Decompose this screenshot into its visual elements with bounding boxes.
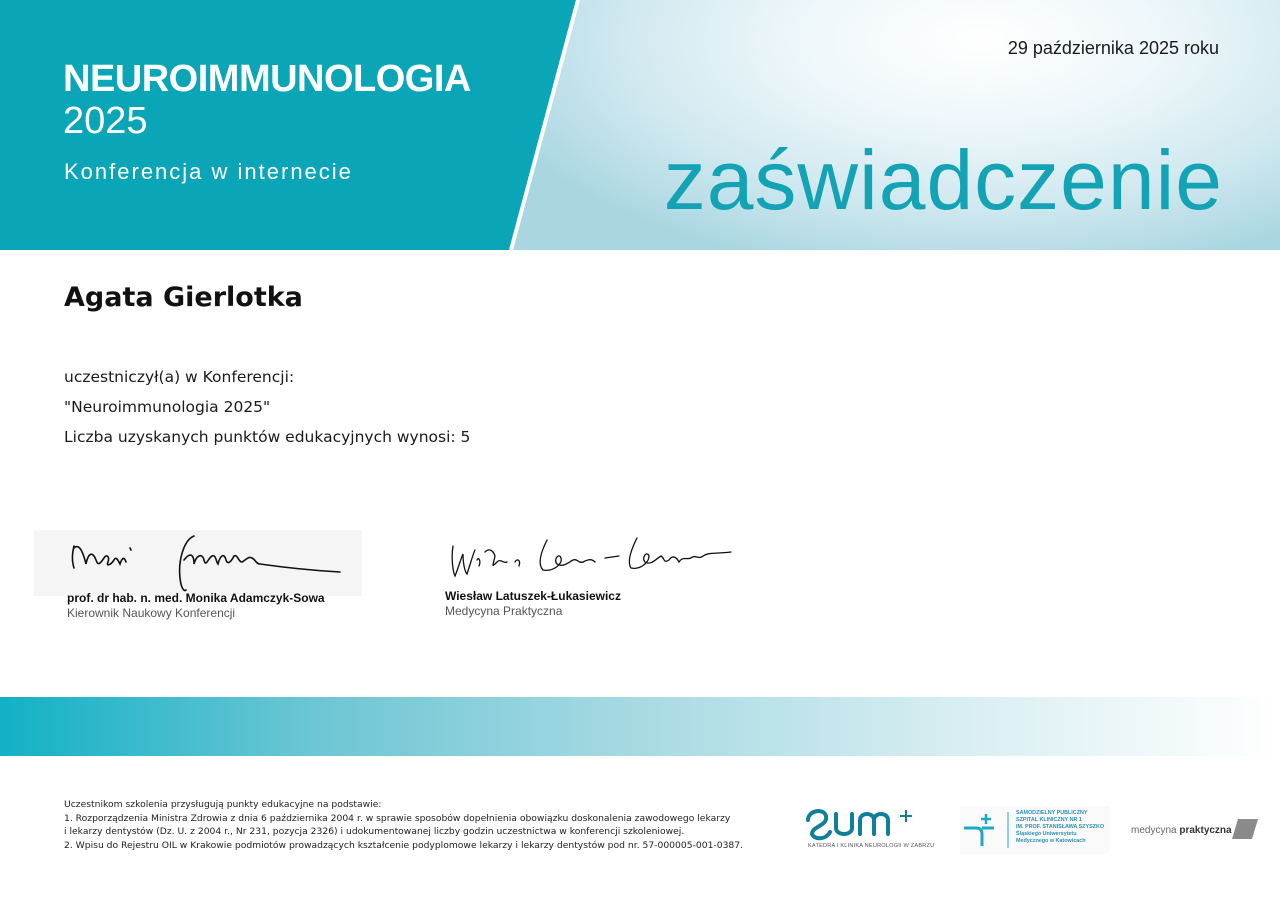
conference-title: NEUROIMMUNOLOGIA xyxy=(63,58,471,100)
decorative-gradient-band xyxy=(0,697,1280,756)
conference-year: 2025 xyxy=(63,100,148,142)
signature-adamczyk-sowa xyxy=(34,530,362,596)
legal-note-item-1a: 1. Rozporządzenia Ministra Zdrowia z dnia 6 października 2004 r. w sprawie sposobów dopełnienia obowiązku doskonalenia zawodowego lekarzy xyxy=(64,812,731,824)
issue-date: 29 października 2025 roku xyxy=(1007,38,1219,58)
recipient-name: Agata Gierlotka xyxy=(64,282,303,313)
mp-logo-part1: medycyna xyxy=(1131,825,1177,836)
signature-latuszek-lukasiewicz xyxy=(445,532,735,582)
legal-note-intro: Uczestnikom szkolenia przysługują punkty edukacyjne na podstawie: xyxy=(64,799,382,810)
medycyna-praktyczna-logo xyxy=(1131,825,1232,836)
certificate-header xyxy=(0,0,1280,250)
signatory-1-role: Kierownik Naukowy Konferencji xyxy=(67,606,236,620)
conference-name: "Neuroimmunologia 2025" xyxy=(64,398,271,416)
szpital-line-3: IM. PROF. STANISŁAWA SZYSZKO xyxy=(1016,824,1105,830)
szpital-line-1: SAMODZIELNY PUBLICZNY xyxy=(1016,810,1088,816)
document-type-heading: zaświadczenie xyxy=(663,133,1223,227)
szpital-line-5: Medycznego w Katowicach xyxy=(1016,838,1086,844)
signatory-1-name: prof. dr hab. n. med. Monika Adamczyk-Sowa xyxy=(67,591,325,605)
participation-statement: uczestniczył(a) w Konferencji: xyxy=(64,368,295,386)
mp-logo-part2: praktyczna xyxy=(1179,825,1232,836)
education-points: Liczba uzyskanych punktów edukacyjnych wynosi: 5 xyxy=(64,428,471,446)
signatory-2-role: Medycyna Praktyczna xyxy=(445,604,563,618)
mp-logo-mark xyxy=(1232,819,1258,839)
signatory-2-name: Wiesław Latuszek-Łukasiewicz xyxy=(445,589,621,603)
legal-note-item-1b: i lekarzy dentystów (Dz. U. z 2004 r., Nr 231, pozycja 2326) i udokumentowanej liczby godzin uczestnictwa w konferencji szkoleniowej. xyxy=(64,826,685,837)
szpital-line-4: Śląskiego Uniwersytetu xyxy=(1016,831,1077,837)
legal-note-item-2: 2. Wpisu do Rejestru OIL w Krakowie podmiotów prowadzących kształcenie podyplomowe lekarzy i lekarzy dentystów pod nr. 57-000005-001-0387. xyxy=(64,839,744,851)
szpital-logo-text xyxy=(1016,810,1104,845)
conference-subtitle: Konferencja w internecie xyxy=(64,159,353,184)
szpital-line-2: SZPITAL KLINICZNY NR 1 xyxy=(1016,817,1082,823)
legal-basis-note xyxy=(64,798,784,852)
sum-logo-caption: KATEDRA I KLINIKA NEUROLOGII W ZABRZU xyxy=(808,843,935,849)
